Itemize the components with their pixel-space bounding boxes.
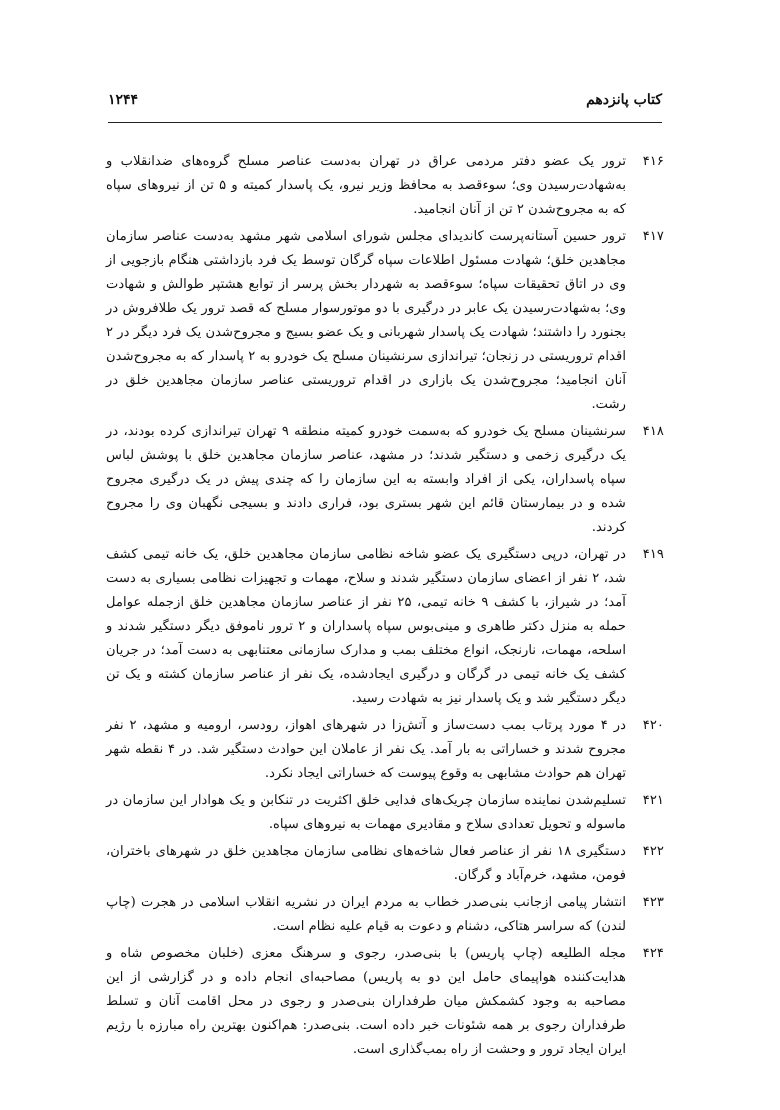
- chronology-entry: [106, 150, 664, 222]
- entry-text: تسلیم‌شدن نماینده سازمان چریک‌های فدایی خلق اکثریت در تنکابن و یک هوادار این سازمان در ماسوله و تحویل تعدادی سلاح و مقادیری مهمات به نیروهای سپاه.: [106, 793, 626, 832]
- chronology-entry: [106, 789, 664, 837]
- entry-number: ۴۲۴: [642, 946, 664, 961]
- page-header: [108, 92, 662, 116]
- entry-number: ۴۲۱: [642, 793, 664, 808]
- entry-number: ۴۱۸: [642, 424, 664, 439]
- entry-number: ۴۱۶: [642, 154, 664, 169]
- chronology-entry: [106, 225, 664, 417]
- entry-text: انتشار پیامی ازجانب بنی‌صدر خطاب به مردم ایران در نشریه انقلاب اسلامی در هجرت (چاپ لندن) که سراسر هتاکی، دشنام و دعوت به قیام علیه نظام است.: [106, 895, 626, 934]
- chronology-entry: [106, 714, 664, 786]
- chronology-entry: [106, 840, 664, 888]
- entry-text: دستگیری ۱۸ نفر از عناصر فعال شاخه‌های نظامی سازمان مجاهدین خلق در شهرهای باختران، فومن، مشهد، خرم‌آباد و گرگان.: [106, 844, 626, 883]
- chronology-entry: [106, 942, 664, 1062]
- entry-number: ۴۱۹: [642, 547, 664, 562]
- entry-number: ۴۲۰: [642, 718, 664, 733]
- entry-text: مجله الطلیعه (چاپ پاریس) با بنی‌صدر، رجوی و سرهنگ معزی (خلبان مخصوص شاه و هدایت‌کننده هواپیمای حامل این دو به پاریس) مصاحبه‌ای انجام داده و در گزارشی از این مصاحبه به وجود کشمکش میان طرفداران بنی‌صدر و رجوی در محل اقامت آنان و تسلط طرفداران رجوی بر همه شئونات خبر داده است. بنی‌صدر: هم‌اکنون بهترین راه مبارزه با رژیم ایران ایجاد ترور و وحشت از راه بمب‌گذاری است.: [106, 946, 626, 1057]
- chronology-list: [106, 150, 664, 1065]
- page-number: ۱۲۴۴: [108, 92, 139, 108]
- entry-text: سرنشینان مسلح یک خودرو که به‌سمت خودرو کمیته منطقه ۹ تهران تیراندازی کرده بودند، در یک درگیری زخمی و دستگیر شدند؛ در مشهد، عناصر سازمان مجاهدین خلق با پوشش لباس سپاه پاسداران، یکی از افراد وابسته به این سازمان را که چندی پیش در یک درگیری مجروح شده و در بیمارستان قائم این شهر بستری بود، فراری دادند و بسیجی نگهبان وی را مجروح کردند.: [106, 424, 626, 535]
- chronology-entry: [106, 420, 664, 540]
- entry-text: در تهران، درپی دستگیری یک عضو شاخه نظامی سازمان مجاهدین خلق، یک خانه تیمی کشف شد، ۲ نفر از اعضای سازمان دستگیر شدند و سلاح، مهمات و تجهیزات نظامی بسیاری به دست آمد؛ در شیراز، با کشف ۹ خانه تیمی، ۲۵ نفر از عناصر سازمان مجاهدین خلق ازجمله عوامل حمله به منزل دکتر طاهری و مینی‌بوس سپاه پاسداران و ۲ ترور ناموفق دیگر دستگیر شدند و اسلحه، مهمات، نارنجک، انواع مختلف بمب و مدارک سازمانی معتنابهی به دست آمد؛ در جریان کشف یک خانه تیمی در گرگان و درگیری ایجادشده، یک نفر از عناصر سازمان کشته و یک تن دیگر دستگیر شد و یک پاسدار نیز به شهادت رسید.: [106, 547, 627, 706]
- book-title: کتاب پانزدهم: [586, 92, 662, 108]
- header-divider: [108, 122, 662, 123]
- entry-number: ۴۲۲: [642, 844, 664, 859]
- entry-text: در ۴ مورد پرتاب بمب دست‌ساز و آتش‌زا در شهرهای اهواز، رودسر، ارومیه و مشهد، ۲ نفر مجروح شدند و خساراتی به بار آمد. یک نفر از عاملان این حوادث دستگیر شد. در ۴ نقطه شهر تهران هم حوادث مشابهی به وقوع پیوست که خساراتی ایجاد نکرد.: [106, 718, 626, 781]
- chronology-entry: [106, 891, 664, 939]
- entry-text: ترور یک عضو دفتر مردمی عراق در تهران به‌دست عناصر مسلح گروه‌های ضدانقلاب و به‌شهادت‌رسیدن وی؛ سوءقصد به محافظ وزیر نیرو، یک پاسدار کمیته و ۵ تن از نیروهای سپاه که به مجروح‌شدن ۲ تن از آنان انجامید.: [106, 154, 626, 217]
- entry-text: ترور حسین آستانه‌پرست کاندیدای مجلس شورای اسلامی شهر مشهد به‌دست عناصر سازمان مجاهدین خلق؛ شهادت مسئول اطلاعات سپاه گرگان توسط یک فرد بازداشتی هنگام بازجویی از وی در اتاق تحقیقات سپاه؛ سوءقصد به شهردار بخش پرسر از توابع هشتپر طوالش و شهادت وی؛ به‌شهادت‌رسیدن یک عابر در درگیری با دو موتورسوار مسلح که قصد ترور یک طلافروش در بجنورد را داشتند؛ شهادت یک پاسدار شهربانی و یک عضو بسیج و مجروح‌شدن یک فرد دیگر در ۲ اقدام تروریستی در زنجان؛ تیراندازی سرنشینان مسلح یک خودرو به ۲ پاسدار که به مجروح‌شدن آنان انجامید؛ مجروح‌شدن یک بازاری در اقدام تروریستی عناصر سازمان مجاهدین خلق در رشت.: [106, 229, 626, 412]
- entry-number: ۴۲۳: [642, 895, 664, 910]
- chronology-entry: [106, 543, 664, 711]
- entry-number: ۴۱۷: [642, 229, 664, 244]
